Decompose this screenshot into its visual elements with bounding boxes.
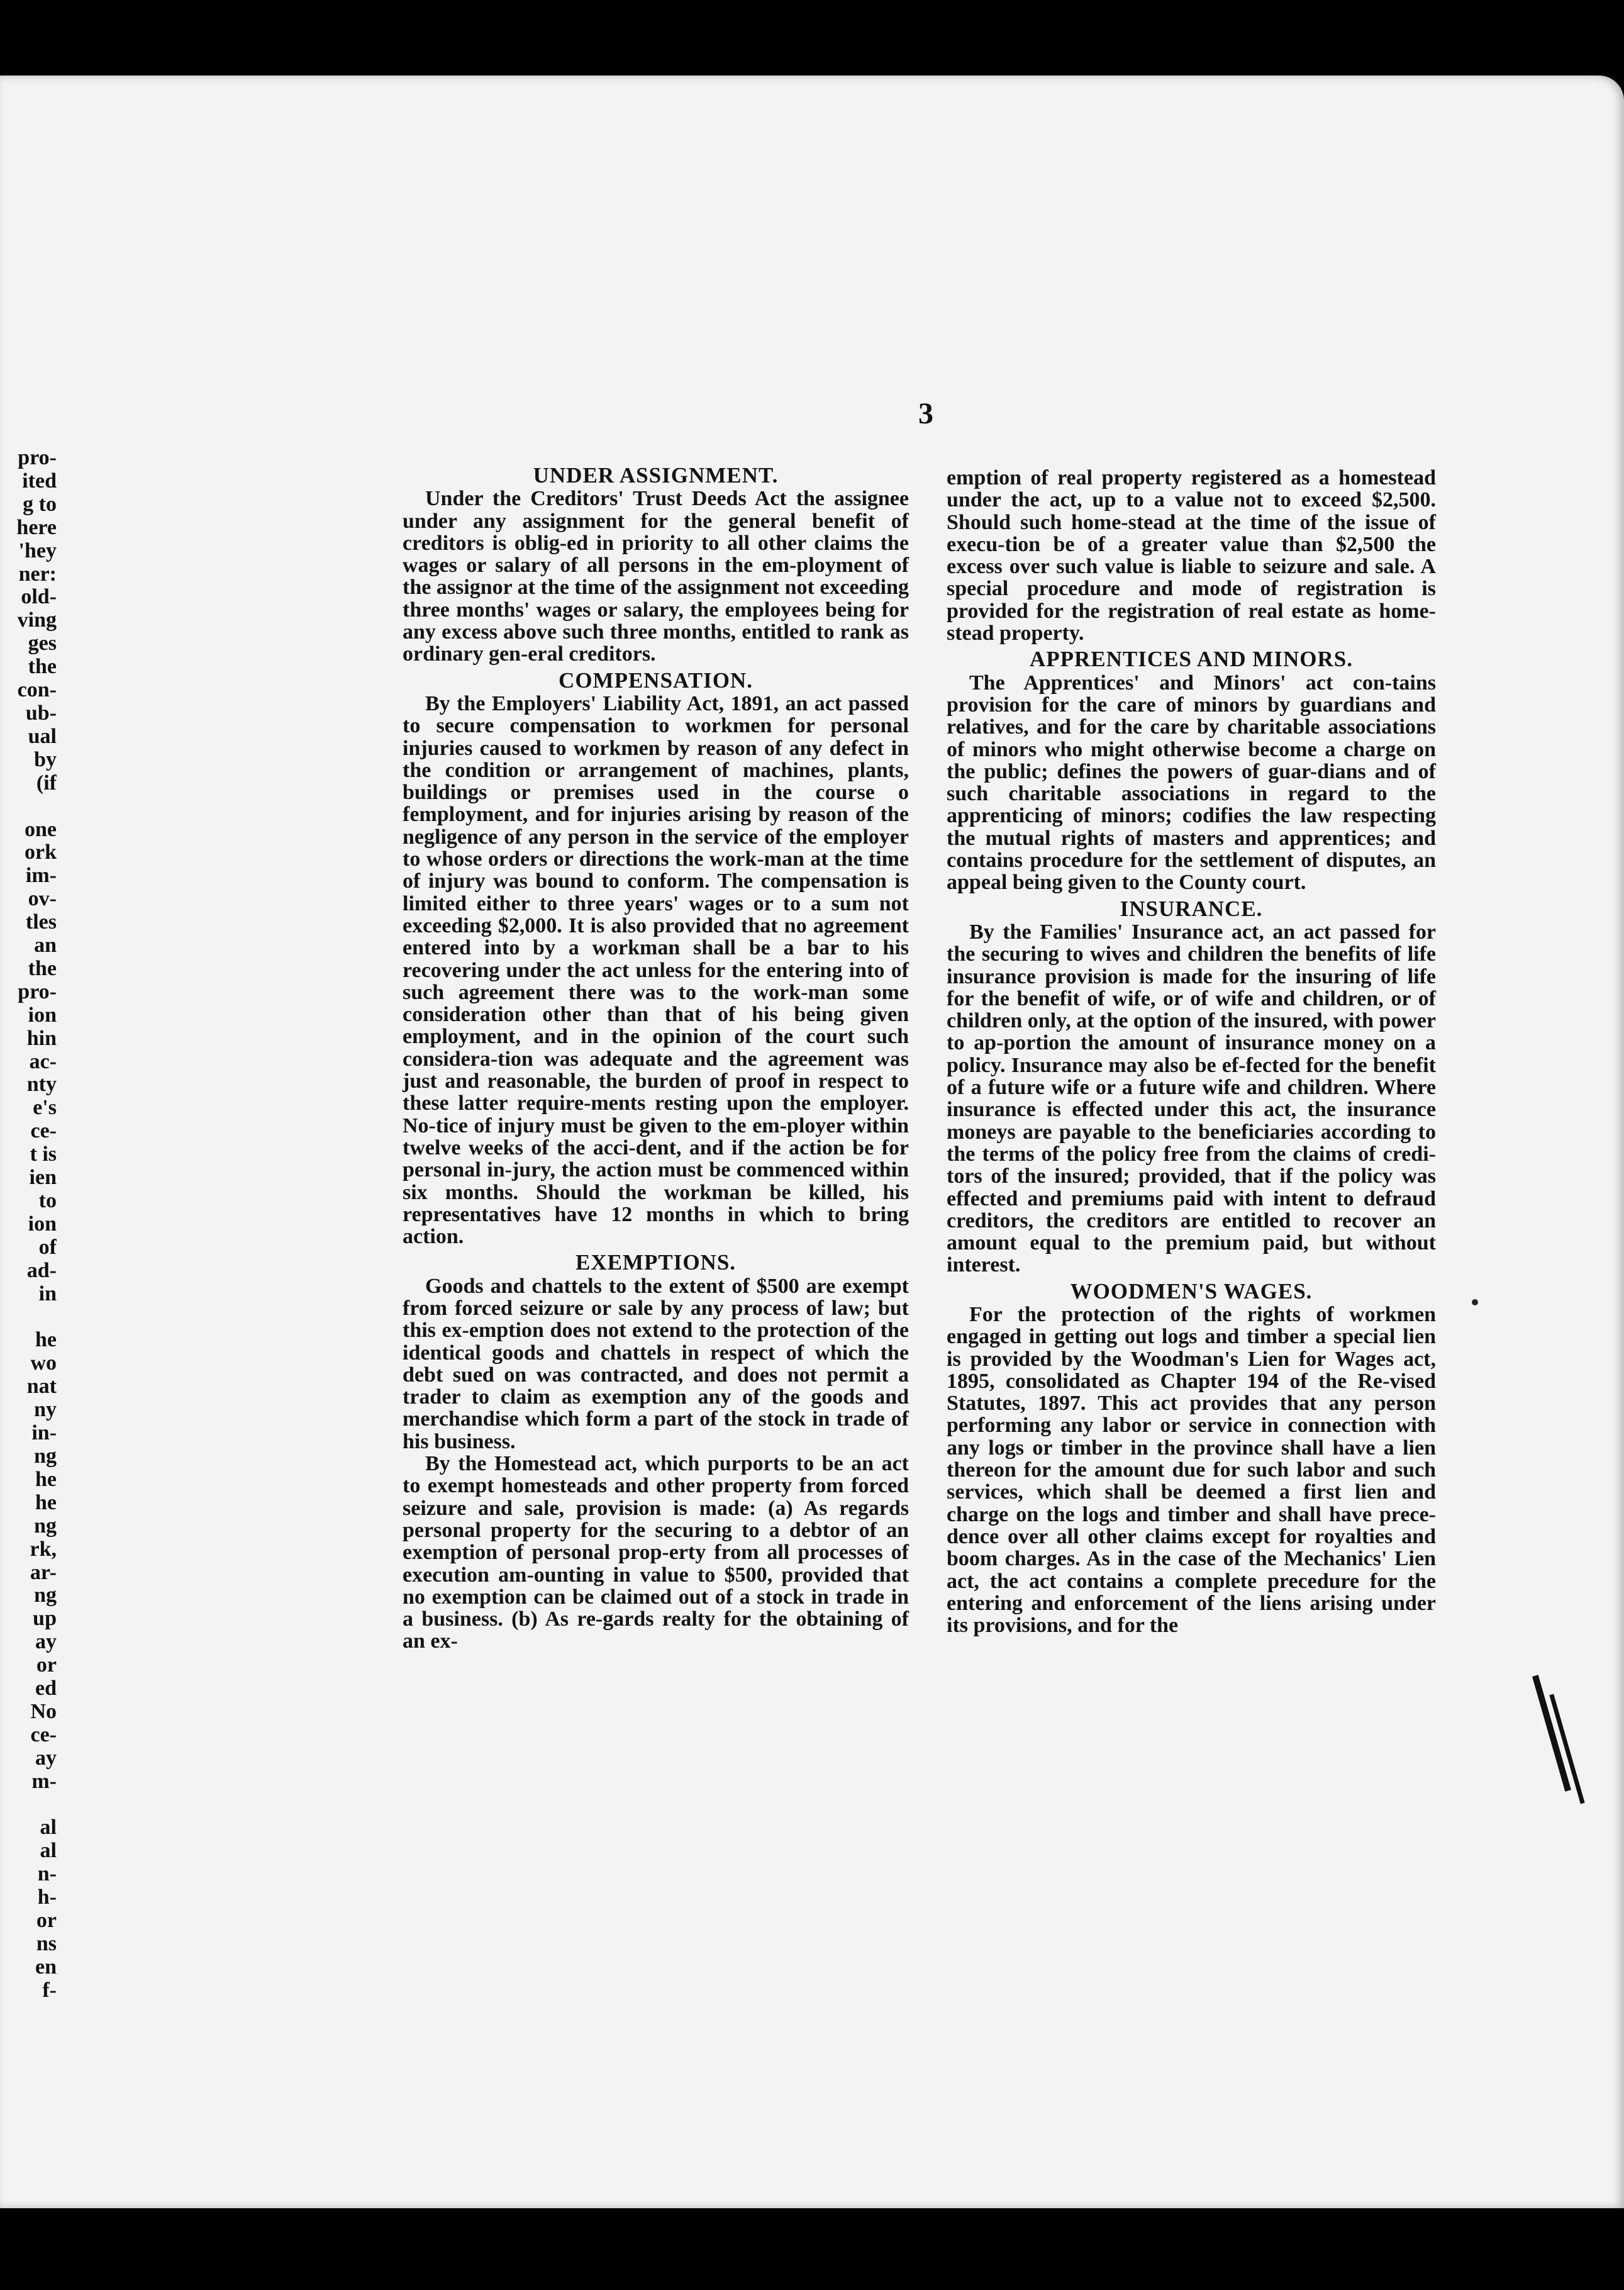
fragment-line: im-	[25, 864, 57, 888]
fragment-line: t is	[30, 1143, 57, 1166]
section-heading: WOODMEN'S WAGES.	[1070, 1278, 1313, 1304]
fragment-line: nty	[26, 1073, 57, 1097]
section-heading: INSURANCE.	[1120, 896, 1263, 921]
fragment-line: ns	[36, 1933, 57, 1955]
body-paragraph: By the Families' Insurance act, an act passed for the securing to wives and children the benefits of life insurance provision is made for the insuring of life for the benefit of wife, or of wife and children, or of children only, at the option of the insured, with power to ap-portion the amount of insurance money on a policy. Insurance may also be ef-fected for the benefit of a future wife or a future wife and children. Where insurance is effected under this act, the insurance moneys are payable to the beneficiaries according to the terms of the policy free from the claims of credi-tors of the insured; provided, that if the policy was effected and premiums paid with intent to defraud creditors, the creditors are entitled to recover an amount equal to the premium paid, but without interest.	[947, 920, 1436, 1277]
fragment-line: h-	[37, 1886, 57, 1909]
fragment-line: ving	[17, 609, 57, 632]
fragment-line: ay	[35, 1746, 57, 1770]
body-paragraph: By the Employers' Liability Act, 1891, an act passed to secure compensation to workmen for personal injuries caused to workmen by reason of any defect in the condition or arrangement of machines, plants, buildings or premises used in the course o femployment, and for injuries arising by reason of the negligence of any person in the service of the employer to whose orders or directions the work-man at the time of injury was bound to conform. The compensation is limited either to three years' wages or to a sum not exceeding $2,000. It is also provided that no agreement entered into by a workman shall be a bar to his recovering under the act unless for the entering into of such agreement there was to the work-man some consideration other than that of his being given employment, and in the opinion of the court such considera-tion was adequate and the agreement was just and reasonable, the burden of proof in respect to these latter require-ments resting upon the employer. No-tice of injury must be given to the em-ployer within twelve weeks of the acci-dent, and if the action be for personal in-jury, the action must be commenced within six months. Should the workman be killed, his representatives have 12 months in which to bring action.	[403, 691, 909, 1249]
page-number: 3	[918, 397, 933, 430]
section-heading: APPRENTICES AND MINORS.	[1029, 647, 1354, 672]
fragment-line: ce-	[30, 1120, 57, 1143]
fragment-line: rk,	[30, 1538, 57, 1561]
body-paragraph: The Apprentices' and Minors' act con-tains provision for the care of minors by guardians and relatives, and for the care by charitable associations of minors who might otherwise become a charge on the public; defines the powers of guar-dians and of such charitable associations in regard to the apprenticing of minors; codifies the law respecting the mutual rights of masters and apprentices; and contains procedure for the settlement of disputes, an appeal being given to the County court.	[947, 671, 1436, 895]
fragment-line: the	[28, 656, 57, 679]
body-paragraph: By the Homestead act, which purports to be an act to exempt homesteads and other property from forced seizure and sale, provision is made: (a) As regards personal property for the securing to a debtor of an exemption of personal prop-erty from all processes of execution am-ounting in value to $500, provided that no exemption can be claimed out of a stock in trade in a business. (b) As re-gards realty for the obtaining of an ex-	[403, 1452, 909, 1653]
fragment-line: or	[36, 1909, 57, 1933]
previous-page-edge	[0, 447, 57, 2002]
body-paragraph: emption of real property registered as a homestead under the act, up to a value not to exceed $2,500. Should such home-stead at the time of the issue of execu-tion be of a greater value than $2,500 the excess over such value is liable to seizure and sale. A special procedure and mode of registration is provided for the registration of real estate as home-stead property.	[947, 466, 1436, 645]
fragment-line: of	[38, 1236, 57, 1259]
section-heading: COMPENSATION.	[559, 667, 753, 693]
ink-speck	[1472, 1299, 1478, 1305]
fragment-line: ov-	[28, 888, 57, 911]
fragment-line	[0, 1306, 57, 1329]
fragment-line: wo	[30, 1352, 57, 1375]
body-paragraph: Goods and chattels to the extent of $500 are exempt from forced seizure or sale by any process of law; but this ex-emption does not extend to the protection of the identical goods and chattels in respect of which the debt sued on was contracted, and does not permit a trader to claim as exemption any of the goods and merchandise which form a part of the stock in trade of his business.	[403, 1274, 909, 1453]
fragment-line: he	[35, 1468, 57, 1491]
fragment-line: ited	[22, 469, 57, 493]
fragment-line: al	[40, 1840, 57, 1863]
fragment-line: tles	[25, 911, 57, 934]
scan-border-bottom	[0, 2208, 1624, 2290]
fragment-line: here	[16, 516, 57, 539]
fragment-line: ien	[29, 1166, 57, 1190]
fragment-line: he	[35, 1329, 57, 1352]
fragment-line: or	[36, 1654, 57, 1677]
fragment-line: hin	[26, 1027, 57, 1050]
fragment-line: in	[38, 1282, 57, 1305]
fragment-line: nat	[26, 1375, 57, 1399]
fragment-line: f-	[42, 1979, 57, 2002]
fragment-line: to	[38, 1190, 57, 1212]
fragment-line: ed	[35, 1677, 57, 1701]
fragment-line: ng	[34, 1514, 57, 1538]
section-heading: UNDER ASSIGNMENT.	[533, 463, 779, 488]
fragment-line: the	[28, 957, 57, 980]
fragment-line: ny	[34, 1399, 57, 1422]
body-paragraph: For the protection of the rights of workmen engaged in getting out logs and timber a special lien is provided by the Woodman's Lien for Wages act, 1895, consolidated as Chapter 194 of the Re-vised Statutes, 1897. This act provides that any person performing any labor or service in connection with any logs or timber in the province shall have a lien thereon for the amount due for such labor and such services, which shall be deemed a first lien and charge on the logs and timber and shall have prece-dence over all other claims except for royalties and boom charges. As in the case of the Mechanics' Lien act, the act contains a complete precedure for the entering and enforcement of the liens arising under its provisions, and for the	[947, 1302, 1436, 1638]
scan-border-top	[0, 0, 1624, 85]
fragment-line: ng	[34, 1584, 57, 1607]
fragment-line: con-	[17, 679, 57, 702]
fragment-line: in-	[31, 1422, 57, 1445]
fragment-line: pro-	[18, 447, 57, 469]
fragment-line: (if	[36, 771, 57, 795]
fragment-line	[0, 795, 57, 818]
fragment-line: No	[30, 1700, 57, 1723]
right-column	[947, 467, 1436, 1636]
fragment-line: ac-	[29, 1050, 57, 1073]
fragment-line: al	[40, 1816, 57, 1840]
fragment-line: ual	[28, 725, 57, 748]
fragment-line: ork	[25, 841, 57, 864]
fragment-line: ay	[35, 1631, 57, 1654]
fragment-line: m-	[31, 1770, 57, 1793]
binding-mark	[1532, 1675, 1571, 1791]
fragment-line: an	[34, 934, 57, 958]
document-page	[0, 75, 1624, 2208]
fragment-line: 'hey	[18, 539, 57, 562]
fragment-line: e's	[33, 1097, 57, 1120]
fragment-line: pro-	[18, 980, 57, 1003]
fragment-line: one	[25, 818, 57, 841]
fragment-line: up	[33, 1607, 57, 1631]
fragment-line	[0, 1794, 57, 1817]
fragment-line: ges	[28, 632, 57, 656]
fragment-line: ion	[28, 1212, 57, 1236]
fragment-line: ng	[34, 1444, 57, 1468]
fragment-line: ub-	[25, 701, 57, 725]
fragment-line: g to	[23, 493, 57, 516]
fragment-line: old-	[21, 586, 57, 609]
fragment-line: ner:	[18, 562, 57, 586]
left-column	[403, 461, 909, 1653]
section-heading: EXEMPTIONS.	[575, 1250, 737, 1275]
fragment-line: ar-	[30, 1561, 57, 1584]
fragment-line: n-	[37, 1863, 57, 1886]
fragment-line: by	[34, 748, 57, 771]
fragment-line: he	[35, 1491, 57, 1514]
fragment-line: ion	[28, 1003, 57, 1027]
fragment-line: ce-	[30, 1723, 57, 1746]
fragment-line: en	[35, 1955, 57, 1979]
body-paragraph: Under the Creditors' Trust Deeds Act the assignee under any assignment for the general benefit of creditors is oblig-ed in priority to all other claims the wages or salary of all persons in the em-ployment of the assignor at the time of the assignment not exceeding three months' wages or salary, the employees being for any excess above such three months, entitled to rank as ordinary gen-eral creditors.	[403, 487, 909, 666]
fragment-line: ad-	[26, 1259, 57, 1282]
